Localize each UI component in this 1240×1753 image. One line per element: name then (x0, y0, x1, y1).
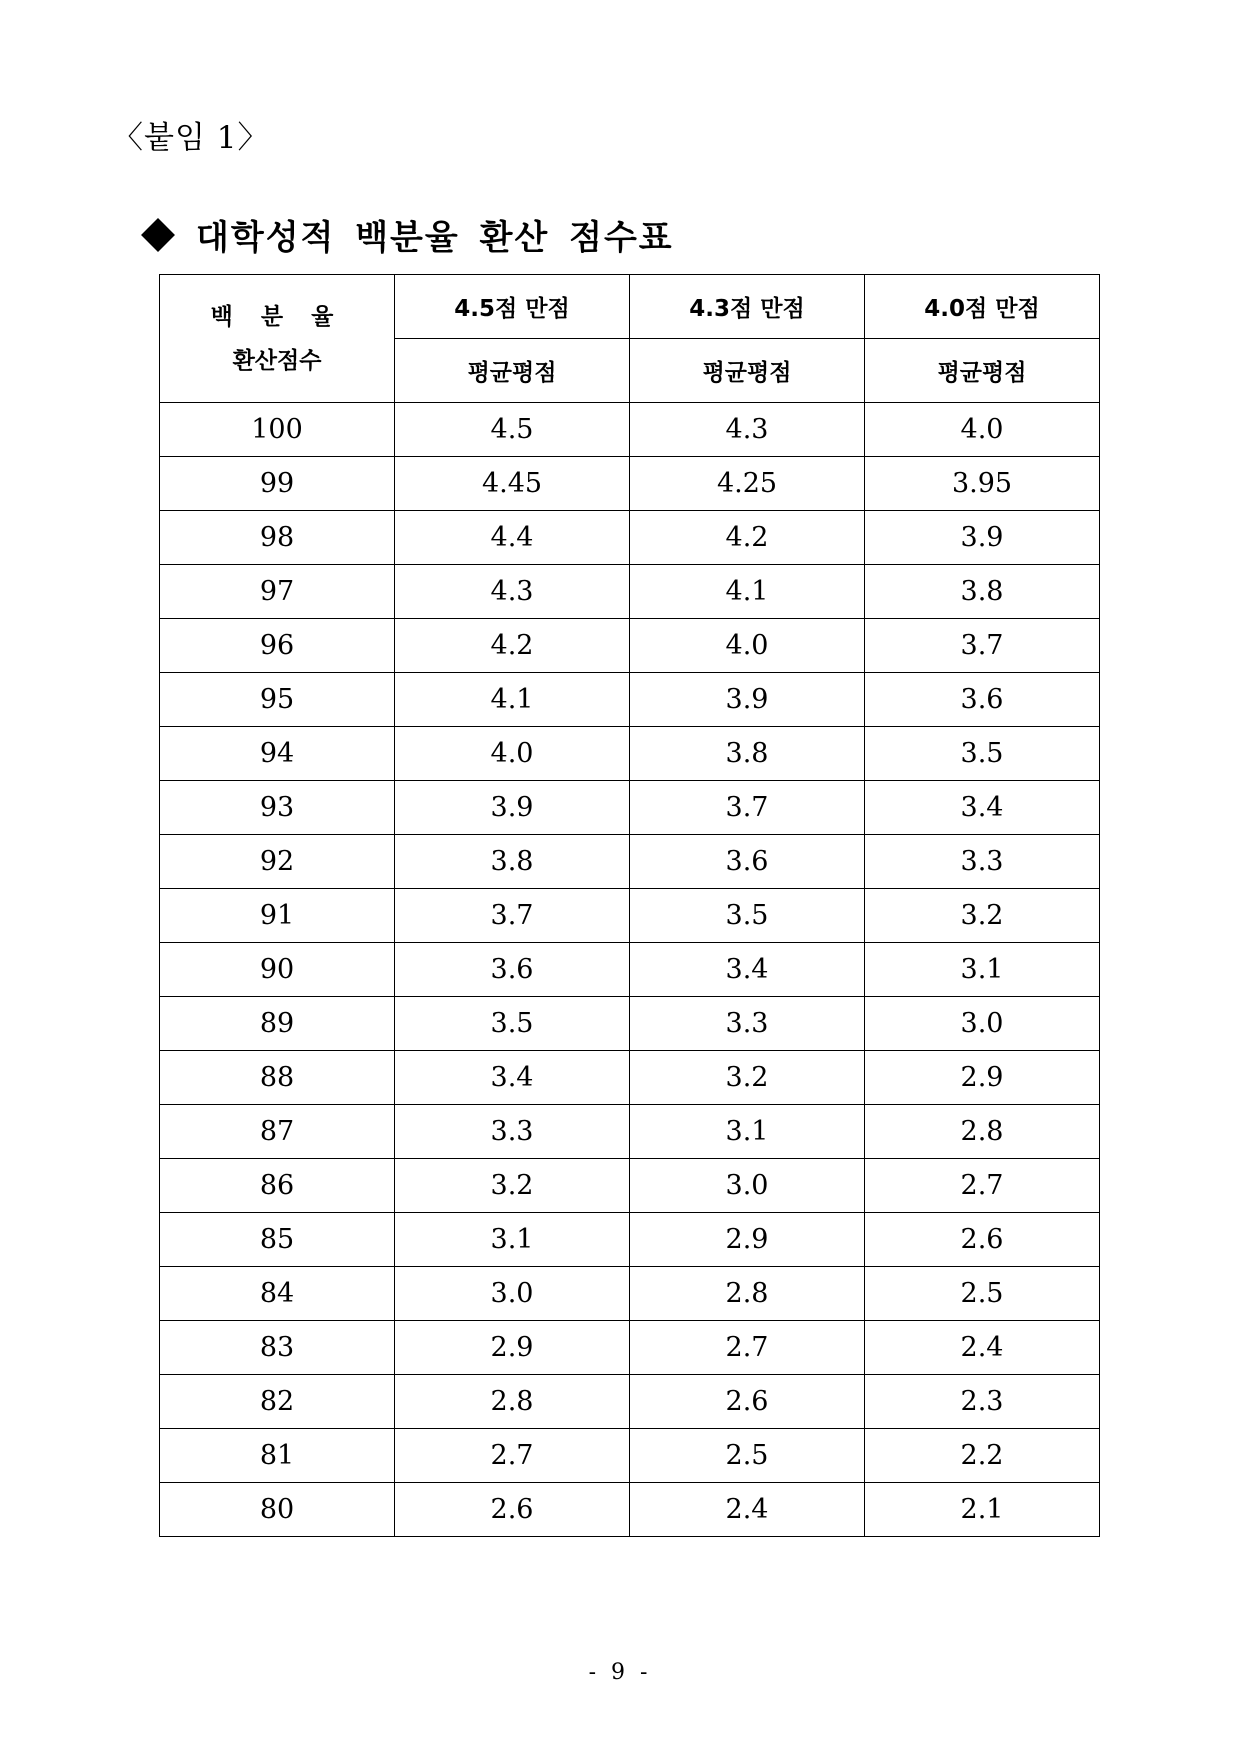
subheader-gpa-4-0: 평균평점 (865, 339, 1100, 403)
cell-gpa-4-5: 3.5 (395, 997, 630, 1051)
cell-percentile: 92 (160, 835, 395, 889)
cell-gpa-4-3: 2.5 (630, 1429, 865, 1483)
header-scale-4-0: 4.0점 만점 (865, 275, 1100, 339)
cell-gpa-4-0: 2.9 (865, 1051, 1100, 1105)
cell-gpa-4-3: 3.5 (630, 889, 865, 943)
cell-percentile: 97 (160, 565, 395, 619)
cell-gpa-4-0: 2.5 (865, 1267, 1100, 1321)
cell-gpa-4-5: 2.6 (395, 1483, 630, 1537)
cell-percentile: 90 (160, 943, 395, 997)
cell-percentile: 84 (160, 1267, 395, 1321)
table-row (160, 565, 1100, 619)
table-row (160, 997, 1100, 1051)
cell-gpa-4-3: 3.0 (630, 1159, 865, 1213)
table-row (160, 889, 1100, 943)
cell-percentile: 98 (160, 511, 395, 565)
attachment-label: 〈붙임 1〉 (112, 120, 270, 156)
cell-percentile: 88 (160, 1051, 395, 1105)
cell-gpa-4-0: 2.8 (865, 1105, 1100, 1159)
cell-gpa-4-3: 2.6 (630, 1375, 865, 1429)
cell-gpa-4-3: 2.8 (630, 1267, 865, 1321)
cell-gpa-4-5: 2.8 (395, 1375, 630, 1429)
cell-gpa-4-0: 3.2 (865, 889, 1100, 943)
cell-gpa-4-3: 3.3 (630, 997, 865, 1051)
cell-gpa-4-0: 2.2 (865, 1429, 1100, 1483)
cell-gpa-4-0: 2.4 (865, 1321, 1100, 1375)
cell-gpa-4-5: 3.2 (395, 1159, 630, 1213)
cell-gpa-4-0: 4.0 (865, 403, 1100, 457)
cell-gpa-4-0: 3.4 (865, 781, 1100, 835)
cell-gpa-4-0: 3.95 (865, 457, 1100, 511)
cell-gpa-4-3: 4.25 (630, 457, 865, 511)
cell-percentile: 89 (160, 997, 395, 1051)
cell-gpa-4-5: 3.1 (395, 1213, 630, 1267)
cell-gpa-4-3: 4.3 (630, 403, 865, 457)
cell-gpa-4-3: 2.7 (630, 1321, 865, 1375)
cell-gpa-4-0: 3.7 (865, 619, 1100, 673)
cell-gpa-4-5: 2.7 (395, 1429, 630, 1483)
page-number: - 9 - (588, 1660, 652, 1685)
header-percentile-line1: 백 분 율 (210, 303, 344, 330)
cell-gpa-4-0: 2.3 (865, 1375, 1100, 1429)
cell-gpa-4-3: 3.9 (630, 673, 865, 727)
cell-percentile: 96 (160, 619, 395, 673)
cell-gpa-4-3: 3.6 (630, 835, 865, 889)
cell-gpa-4-5: 3.6 (395, 943, 630, 997)
table-row (160, 1267, 1100, 1321)
cell-percentile: 83 (160, 1321, 395, 1375)
table-row (160, 1483, 1100, 1537)
score-conversion-table (159, 274, 1100, 1537)
cell-percentile: 87 (160, 1105, 395, 1159)
diamond-bullet-icon (141, 218, 175, 252)
cell-percentile: 80 (160, 1483, 395, 1537)
cell-gpa-4-5: 4.2 (395, 619, 630, 673)
table-row (160, 835, 1100, 889)
cell-gpa-4-3: 3.7 (630, 781, 865, 835)
table-row (160, 457, 1100, 511)
header-percentile-line2: 환산점수 (232, 347, 322, 374)
table-row (160, 403, 1100, 457)
cell-gpa-4-5: 3.9 (395, 781, 630, 835)
cell-gpa-4-5: 4.0 (395, 727, 630, 781)
table-row (160, 781, 1100, 835)
cell-gpa-4-3: 4.1 (630, 565, 865, 619)
cell-gpa-4-5: 3.0 (395, 1267, 630, 1321)
header-percentile-score (160, 275, 395, 403)
cell-percentile: 85 (160, 1213, 395, 1267)
cell-percentile: 100 (160, 403, 395, 457)
cell-gpa-4-3: 2.4 (630, 1483, 865, 1537)
cell-gpa-4-5: 4.4 (395, 511, 630, 565)
cell-percentile: 95 (160, 673, 395, 727)
cell-gpa-4-3: 3.1 (630, 1105, 865, 1159)
cell-gpa-4-0: 3.9 (865, 511, 1100, 565)
cell-gpa-4-3: 3.4 (630, 943, 865, 997)
header-scale-4-3: 4.3점 만점 (630, 275, 865, 339)
table-row (160, 1213, 1100, 1267)
cell-gpa-4-0: 2.1 (865, 1483, 1100, 1537)
header-scale-4-5: 4.5점 만점 (395, 275, 630, 339)
cell-gpa-4-5: 4.5 (395, 403, 630, 457)
subheader-gpa-4-5: 평균평점 (395, 339, 630, 403)
cell-percentile: 99 (160, 457, 395, 511)
cell-gpa-4-0: 3.6 (865, 673, 1100, 727)
cell-percentile: 86 (160, 1159, 395, 1213)
table-row (160, 1105, 1100, 1159)
table-row (160, 1159, 1100, 1213)
table-row (160, 1429, 1100, 1483)
cell-gpa-4-0: 2.6 (865, 1213, 1100, 1267)
table-body (160, 403, 1100, 1537)
table-row (160, 1375, 1100, 1429)
table-row (160, 619, 1100, 673)
cell-gpa-4-0: 3.3 (865, 835, 1100, 889)
table-row (160, 727, 1100, 781)
cell-gpa-4-5: 2.9 (395, 1321, 630, 1375)
cell-gpa-4-5: 3.3 (395, 1105, 630, 1159)
page-title: 대학성적 백분율 환산 점수표 (196, 218, 674, 258)
cell-gpa-4-5: 4.1 (395, 673, 630, 727)
cell-gpa-4-5: 3.8 (395, 835, 630, 889)
cell-gpa-4-0: 3.1 (865, 943, 1100, 997)
table-row (160, 1051, 1100, 1105)
cell-gpa-4-0: 3.5 (865, 727, 1100, 781)
cell-gpa-4-0: 3.8 (865, 565, 1100, 619)
cell-gpa-4-3: 3.2 (630, 1051, 865, 1105)
cell-gpa-4-3: 3.8 (630, 727, 865, 781)
subheader-gpa-4-3: 평균평점 (630, 339, 865, 403)
table-row (160, 1321, 1100, 1375)
cell-gpa-4-5: 3.7 (395, 889, 630, 943)
cell-percentile: 91 (160, 889, 395, 943)
table-row (160, 673, 1100, 727)
cell-gpa-4-5: 3.4 (395, 1051, 630, 1105)
cell-gpa-4-5: 4.45 (395, 457, 630, 511)
cell-percentile: 81 (160, 1429, 395, 1483)
cell-percentile: 82 (160, 1375, 395, 1429)
cell-percentile: 93 (160, 781, 395, 835)
table-row (160, 511, 1100, 565)
cell-gpa-4-0: 2.7 (865, 1159, 1100, 1213)
cell-gpa-4-5: 4.3 (395, 565, 630, 619)
cell-gpa-4-0: 3.0 (865, 997, 1100, 1051)
table-row (160, 943, 1100, 997)
cell-gpa-4-3: 4.2 (630, 511, 865, 565)
title-row (140, 210, 674, 259)
cell-gpa-4-3: 4.0 (630, 619, 865, 673)
cell-gpa-4-3: 2.9 (630, 1213, 865, 1267)
cell-percentile: 94 (160, 727, 395, 781)
